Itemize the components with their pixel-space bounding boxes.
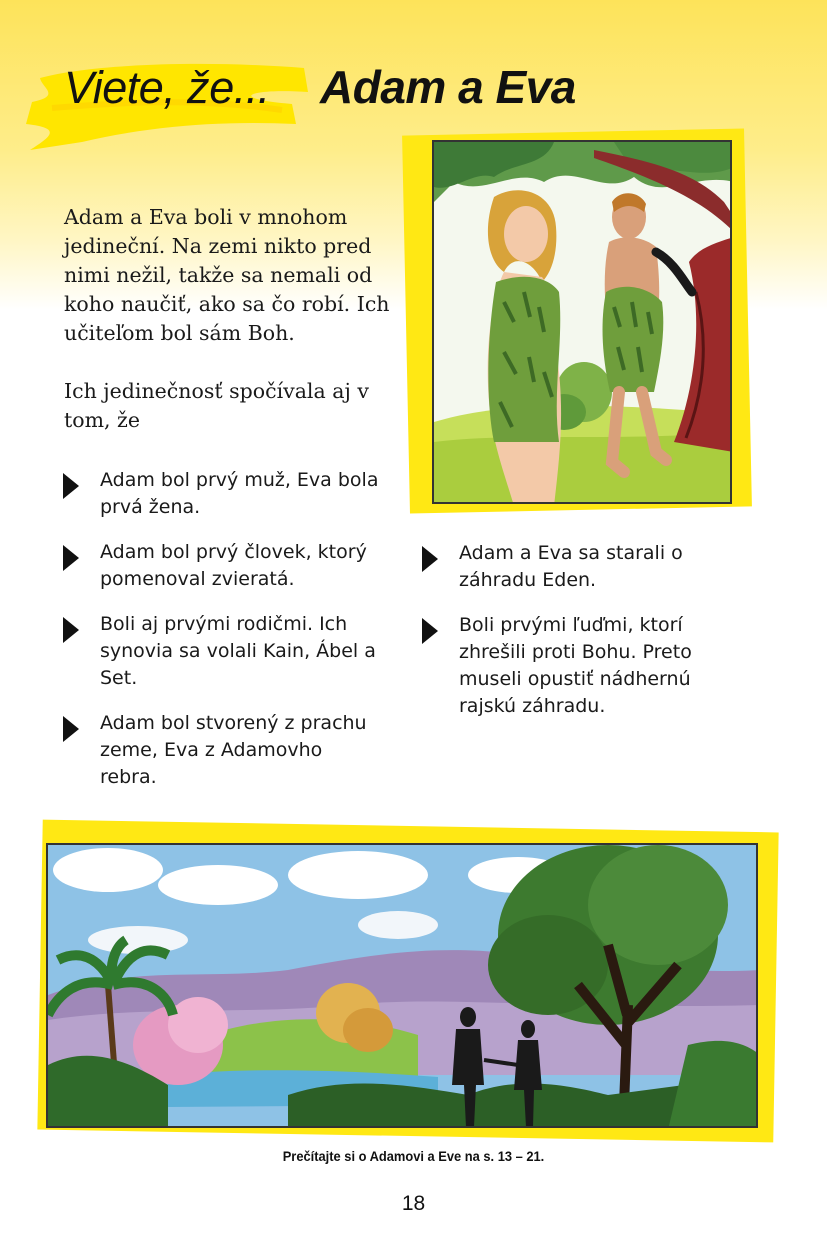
page-title: Adam a Eva bbox=[320, 61, 576, 113]
facts-list-right bbox=[422, 540, 722, 738]
reading-reference-caption: Prečítajte si o Adamovi a Eve na s. 13 – 21. bbox=[282, 1148, 545, 1164]
bullet-arrow-icon bbox=[63, 545, 79, 571]
intro-paragraph-2: Ich jedinečnosť spočívala aj v tom, že bbox=[64, 379, 369, 432]
list-item bbox=[422, 540, 722, 594]
section-title-did-you-know: Viete, že... bbox=[64, 62, 270, 113]
intro-paragraph-1: Adam a Eva boli v mnohom jedineční. Na zemi nikto pred nimi nežil, takže sa nemali od koho naučiť, ako sa čo robí. Ich učiteľom bol sám Boh. bbox=[64, 205, 390, 345]
list-item bbox=[63, 539, 383, 593]
bullet-arrow-icon bbox=[422, 618, 438, 644]
intro-text bbox=[64, 203, 404, 464]
fact-text: Adam a Eva sa starali o záhradu Eden. bbox=[459, 542, 683, 591]
facts-list-left bbox=[63, 467, 383, 809]
fact-text: Boli aj prvými rodičmi. Ich synovia sa volali Kain, Ábel a Set. bbox=[100, 613, 376, 689]
list-item bbox=[63, 710, 383, 791]
garden-landscape-illustration bbox=[46, 843, 758, 1128]
adam-eve-illustration bbox=[432, 140, 732, 504]
list-item bbox=[422, 612, 722, 720]
fact-text: Boli prvými ľuďmi, ktorí zhrešili proti Bohu. Preto museli opustiť nádhernú rajskú záhradu. bbox=[459, 614, 692, 717]
bullet-arrow-icon bbox=[63, 473, 79, 499]
list-item bbox=[63, 611, 383, 692]
bullet-arrow-icon bbox=[63, 617, 79, 643]
bullet-arrow-icon bbox=[63, 716, 79, 742]
fact-text: Adam bol stvorený z prachu zeme, Eva z Adamovho rebra. bbox=[100, 712, 367, 788]
list-item bbox=[63, 467, 383, 521]
bullet-arrow-icon bbox=[422, 546, 438, 572]
fact-text: Adam bol prvý muž, Eva bola prvá žena. bbox=[100, 469, 379, 518]
fact-text: Adam bol prvý človek, ktorý pomenoval zvieratá. bbox=[100, 541, 367, 590]
page-number: 18 bbox=[401, 1192, 426, 1215]
